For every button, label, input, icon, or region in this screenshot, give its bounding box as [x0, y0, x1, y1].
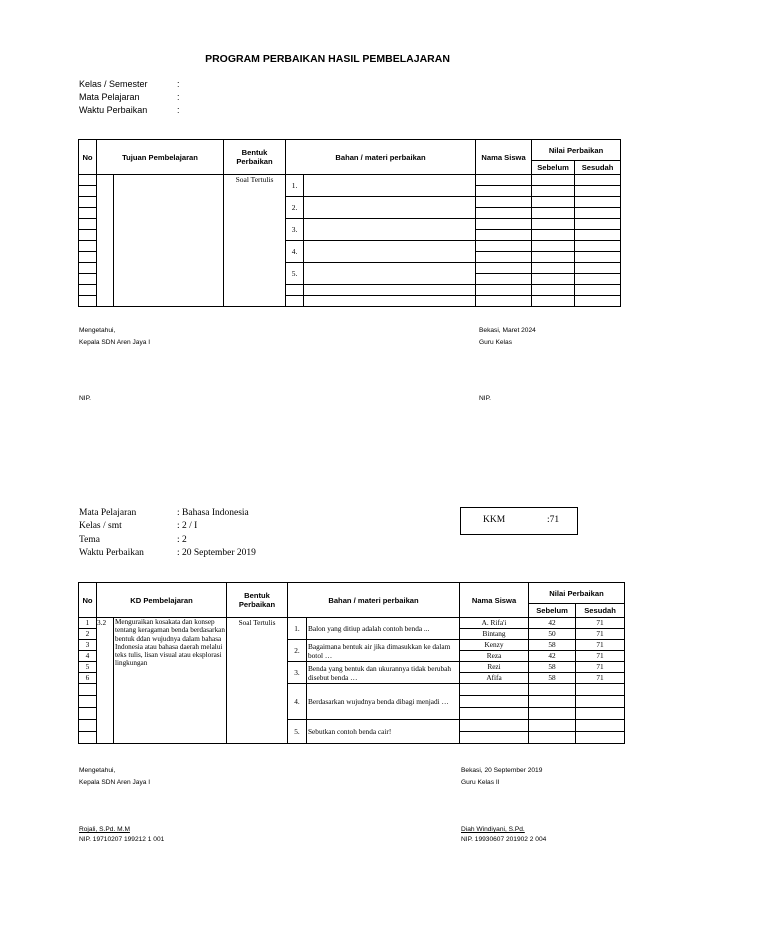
kkm-label: KKM — [483, 515, 506, 525]
signature-left-p2 — [79, 765, 150, 789]
score-after: 71 — [576, 651, 625, 662]
col-header-nilai: Nilai Perbaikan — [532, 140, 621, 161]
info-label: Tema — [79, 534, 100, 545]
info-label: Waktu Perbaikan — [79, 105, 148, 116]
col-header-no: No — [79, 583, 97, 618]
signature-nip: NIP. 19930607 201902 2 004 — [461, 836, 547, 843]
info-row-kelas — [79, 520, 256, 533]
info-value: : 2 — [177, 534, 187, 545]
info-label: Mata Pelajaran — [79, 92, 140, 103]
student-name: A. Rifa'i — [460, 618, 529, 629]
item-number: 4. — [286, 241, 304, 263]
student-name: Kenzy — [460, 640, 529, 651]
score-after: 71 — [576, 640, 625, 651]
signature-name: Rojali, S.Pd. M.M — [79, 826, 130, 833]
score-before: 58 — [529, 640, 576, 651]
question-text: Balon yang ditiup adalah contoh benda ... — [307, 618, 460, 640]
info-sep: : — [177, 92, 180, 103]
col-header-nama: Nama Siswa — [460, 583, 529, 618]
info-row-mapel — [79, 507, 256, 520]
row-number: 1 — [79, 618, 97, 629]
signature-role: Kepala SDN Aren Jaya I — [79, 779, 151, 786]
signature-place-date: Bekasi, Maret 2024 — [479, 327, 536, 334]
kkm-box — [460, 507, 578, 535]
signature-role: Kepala SDN Aren Jaya I — [79, 339, 151, 346]
item-number: 5. — [286, 263, 304, 285]
info-row-mapel — [79, 91, 180, 104]
info-row-tema — [79, 534, 256, 547]
col-header-bahan: Bahan / materi perbaikan — [286, 140, 476, 175]
row-number: 2 — [79, 629, 97, 640]
question-number: 2. — [288, 640, 307, 662]
student-name: Afifa — [460, 673, 529, 684]
item-number: 2. — [286, 197, 304, 219]
signature-name: Diah Windiyani, S.Pd. — [461, 826, 525, 833]
score-before: 42 — [529, 651, 576, 662]
question-text: Bagaimana bentuk air jika dimasukkan ke dalam botol … — [307, 640, 460, 662]
col-header-sesudah: Sesudah — [575, 161, 621, 175]
col-header-tujuan: Tujuan Pembelajaran — [97, 140, 224, 175]
header-info-2 — [79, 507, 256, 560]
info-row-waktu — [79, 104, 180, 117]
info-sep: : — [177, 79, 180, 89]
signature-nip: NIP. — [79, 395, 91, 402]
row-number: 5 — [79, 662, 97, 673]
signature-left-p1 — [79, 325, 150, 349]
signature-label: Mengetahui, — [79, 767, 116, 774]
col-header-sebelum: Sebelum — [532, 161, 575, 175]
info-value: : 2 / I — [177, 521, 198, 532]
kd-text: Menguraikan kosakata dan konsep tentang keragaman benda berdasarkan bentuk ddan wujudnya dalam bahasa Indonesia atau bahasa daerah melalui teks tulis, lisan visual atau eksplorasi lingkungan — [114, 618, 227, 744]
student-name: Bintang — [460, 629, 529, 640]
col-header-sesudah: Sesudah — [576, 604, 625, 618]
signature-right-p2 — [461, 765, 542, 789]
item-number: 3. — [286, 219, 304, 241]
signature-role: Guru Kelas II — [461, 779, 500, 786]
score-before: 50 — [529, 629, 576, 640]
header-info — [79, 78, 180, 118]
question-number: 4. — [288, 684, 307, 720]
score-after: 71 — [576, 629, 625, 640]
score-after: 71 — [576, 618, 625, 629]
bentuk-cell: Soal Tertulis — [224, 175, 286, 307]
score-before: 42 — [529, 618, 576, 629]
kd-number: 3.2 — [97, 618, 114, 744]
question-text: Berdasarkan wujudnya benda dibagi menjadi … — [307, 684, 460, 720]
question-text: Sebutkan contoh benda cair! — [307, 720, 460, 744]
remedial-table-empty — [78, 139, 621, 307]
info-row-kelas — [79, 78, 180, 91]
info-value: : 20 September 2019 — [177, 547, 256, 558]
item-number: 1. — [286, 175, 304, 197]
signature-nip: NIP. — [479, 395, 491, 402]
score-after: 71 — [576, 662, 625, 673]
question-number: 1. — [288, 618, 307, 640]
signature-block-right — [461, 824, 546, 846]
col-header-kd: KD Pembelajaran — [97, 583, 227, 618]
question-number: 5. — [288, 720, 307, 744]
col-header-nilai: Nilai Perbaikan — [529, 583, 625, 604]
score-before: 58 — [529, 662, 576, 673]
info-label: Kelas / Semester — [79, 79, 148, 89]
score-after: 71 — [576, 673, 625, 684]
info-label: Waktu Perbaikan — [79, 547, 144, 558]
col-header-bentuk: Bentuk Perbaikan — [224, 140, 286, 175]
col-header-nama: Nama Siswa — [476, 140, 532, 175]
info-label: Kelas / smt — [79, 521, 122, 532]
row-number: 6 — [79, 673, 97, 684]
question-number: 3. — [288, 662, 307, 684]
kkm-value: :71 — [547, 515, 560, 525]
info-row-waktu — [79, 547, 256, 560]
signature-block-left — [79, 824, 164, 846]
bentuk-cell: Soal Tertulis — [227, 618, 288, 744]
col-header-bahan: Bahan / materi perbaikan — [288, 583, 460, 618]
page-title: PROGRAM PERBAIKAN HASIL PEMBELAJARAN — [205, 53, 450, 65]
row-number: 3 — [79, 640, 97, 651]
col-header-bentuk: Bentuk Perbaikan — [227, 583, 288, 618]
question-text: Benda yang bentuk dan ukurannya tidak berubah disebut benda … — [307, 662, 460, 684]
col-header-no: No — [79, 140, 97, 175]
info-value: : Bahasa Indonesia — [177, 508, 249, 518]
info-sep: : — [177, 105, 180, 116]
row-number: 4 — [79, 651, 97, 662]
student-name: Reza — [460, 651, 529, 662]
score-before: 58 — [529, 673, 576, 684]
col-header-sebelum: Sebelum — [529, 604, 576, 618]
signature-label: Mengetahui, — [79, 327, 116, 334]
signature-place-date: Bekasi, 20 September 2019 — [461, 767, 543, 774]
info-label: Mata Pelajaran — [79, 508, 137, 518]
remedial-table — [78, 582, 625, 744]
student-name: Rezi — [460, 662, 529, 673]
signature-role: Guru Kelas — [479, 339, 512, 346]
signature-right-p1 — [479, 325, 536, 349]
signature-nip: NIP. 19710207 199212 1 001 — [79, 836, 165, 843]
